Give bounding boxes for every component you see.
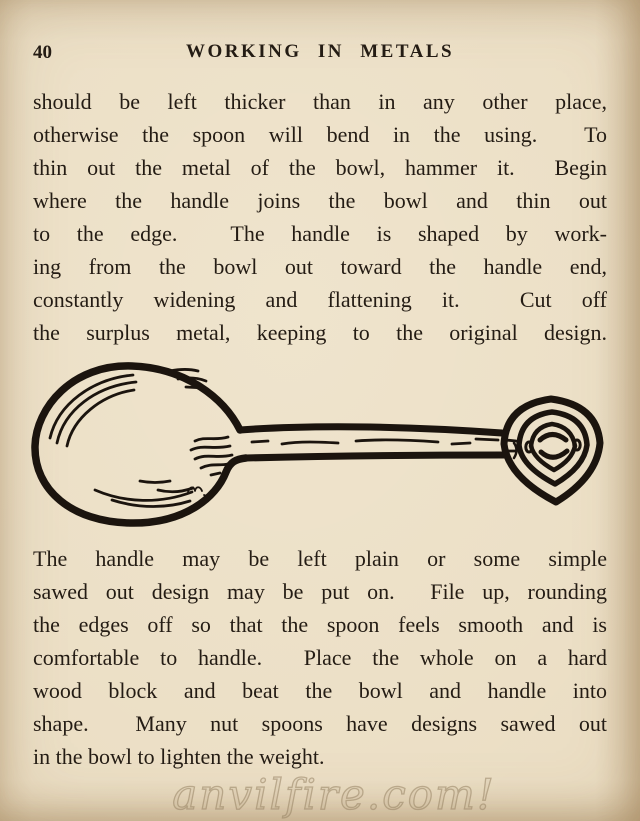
body-text-line: comfortable to handle. Place the whole on a hard: [33, 645, 607, 670]
body-text-line: to the edge. The handle is shaped by work-: [33, 221, 607, 246]
body-text-line: thin out the metal of the bowl, hammer it. Begin: [33, 155, 607, 180]
body-text-line: The handle may be left plain or some simple: [33, 546, 607, 571]
body-text-line: in the bowl to lighten the weight.: [33, 744, 325, 769]
body-text-line: sawed out design may be put on. File up, rounding: [33, 579, 607, 604]
body-text-line: ing from the bowl out toward the handle end,: [33, 254, 607, 279]
body-text-line: the edges off so that the spoon feels smooth and is: [33, 612, 607, 637]
watermark-text: anvilfire.com!: [172, 770, 496, 819]
page-number: 40: [33, 42, 52, 63]
nut-spoon-illustration: [0, 352, 640, 547]
body-text-line: should be left thicker than in any other place,: [33, 89, 607, 114]
body-text-line: wood block and beat the bowl and handle into: [33, 678, 607, 703]
page-header: [33, 41, 607, 67]
body-text-line: where the handle joins the bowl and thin out: [33, 188, 607, 213]
body-text-line: the surplus metal, keeping to the original design.: [33, 320, 607, 345]
body-text-line: shape. Many nut spoons have designs sawed out: [33, 711, 607, 736]
running-title: WORKING IN METALS: [185, 41, 455, 62]
body-text-line: constantly widening and flattening it. Cut off: [33, 287, 607, 312]
paragraph-1: [33, 85, 607, 349]
body-text-line: otherwise the spoon will bend in the using. To: [33, 122, 607, 147]
paragraph-2: [33, 542, 607, 773]
